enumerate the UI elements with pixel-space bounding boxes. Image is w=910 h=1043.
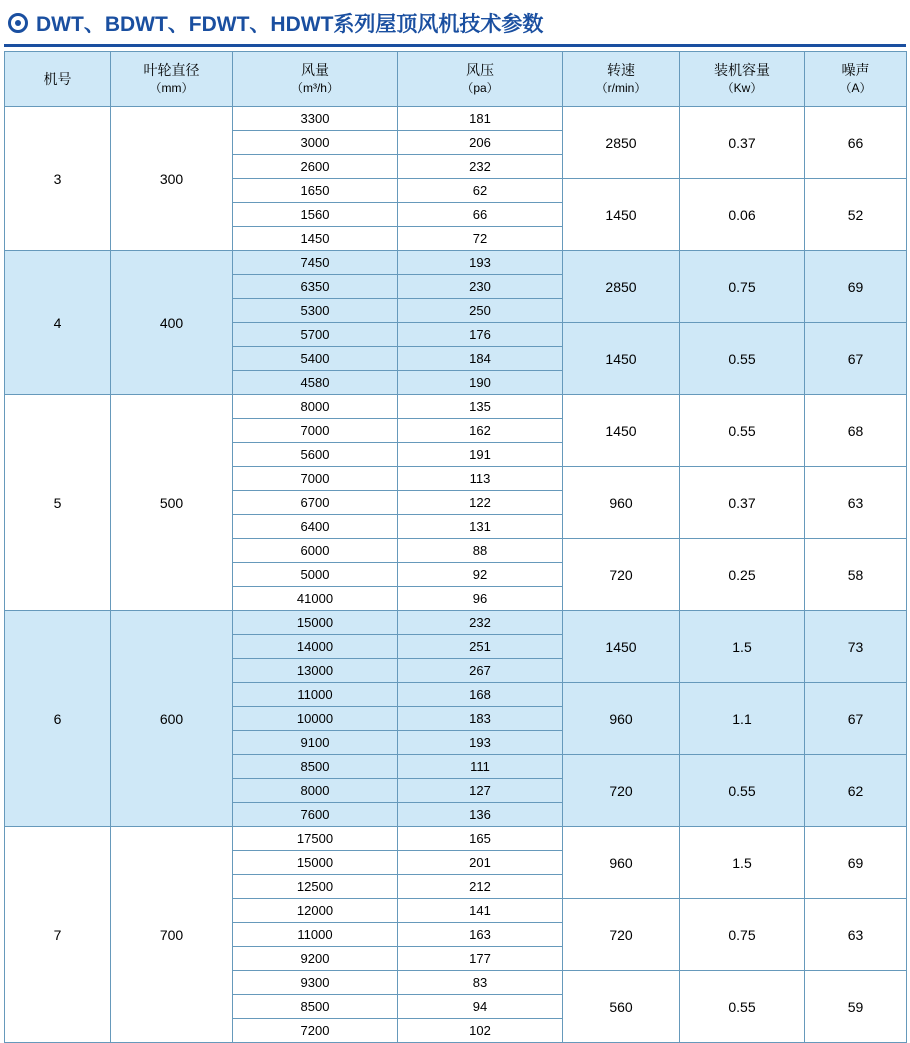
column-header-diameter-unit: （mm） [149, 81, 194, 96]
title-divider [4, 44, 906, 47]
cell-flow: 8500 [233, 755, 398, 779]
cell-flow: 11000 [233, 923, 398, 947]
column-header-flow [233, 52, 398, 107]
cell-flow: 12500 [233, 875, 398, 899]
cell-pressure: 135 [398, 395, 563, 419]
cell-noise: 69 [805, 251, 907, 323]
cell-speed: 720 [563, 539, 680, 611]
cell-diameter: 500 [111, 395, 233, 611]
cell-speed: 960 [563, 467, 680, 539]
cell-flow: 1450 [233, 227, 398, 251]
cell-noise: 66 [805, 107, 907, 179]
cell-flow: 7600 [233, 803, 398, 827]
cell-noise: 67 [805, 683, 907, 755]
cell-pressure: 251 [398, 635, 563, 659]
cell-pressure: 131 [398, 515, 563, 539]
cell-pressure: 183 [398, 707, 563, 731]
cell-flow: 9200 [233, 947, 398, 971]
column-header-pressure-label: 风压 [466, 62, 494, 79]
cell-pressure: 83 [398, 971, 563, 995]
cell-power: 1.1 [680, 683, 805, 755]
cell-flow: 7000 [233, 467, 398, 491]
cell-speed: 960 [563, 827, 680, 899]
cell-flow: 7000 [233, 419, 398, 443]
cell-flow: 1560 [233, 203, 398, 227]
cell-pressure: 232 [398, 155, 563, 179]
cell-flow: 41000 [233, 587, 398, 611]
cell-flow: 15000 [233, 851, 398, 875]
cell-diameter: 700 [111, 827, 233, 1043]
cell-pressure: 113 [398, 467, 563, 491]
target-circle-icon [8, 13, 28, 33]
cell-pressure: 136 [398, 803, 563, 827]
cell-pressure: 206 [398, 131, 563, 155]
cell-flow: 13000 [233, 659, 398, 683]
cell-flow: 9100 [233, 731, 398, 755]
cell-pressure: 230 [398, 275, 563, 299]
table-row [5, 827, 907, 851]
cell-pressure: 122 [398, 491, 563, 515]
cell-flow: 5400 [233, 347, 398, 371]
cell-pressure: 168 [398, 683, 563, 707]
cell-flow: 8500 [233, 995, 398, 1019]
page-title [0, 0, 910, 44]
cell-speed: 1450 [563, 179, 680, 251]
cell-pressure: 162 [398, 419, 563, 443]
column-header-noise-unit: （A） [839, 81, 872, 96]
column-header-power-label: 装机容量 [714, 62, 770, 79]
cell-speed: 960 [563, 683, 680, 755]
cell-model: 4 [5, 251, 111, 395]
cell-power: 0.55 [680, 395, 805, 467]
cell-power: 0.55 [680, 323, 805, 395]
cell-speed: 1450 [563, 611, 680, 683]
column-header-model [5, 52, 111, 107]
cell-pressure: 212 [398, 875, 563, 899]
cell-pressure: 72 [398, 227, 563, 251]
page-title-text: DWT、BDWT、FDWT、HDWT系列屋顶风机技术参数 [36, 13, 544, 36]
cell-flow: 7200 [233, 1019, 398, 1043]
cell-flow: 1650 [233, 179, 398, 203]
cell-flow: 10000 [233, 707, 398, 731]
cell-pressure: 88 [398, 539, 563, 563]
cell-flow: 5600 [233, 443, 398, 467]
cell-power: 0.06 [680, 179, 805, 251]
table-row [5, 611, 907, 635]
cell-diameter: 600 [111, 611, 233, 827]
cell-pressure: 193 [398, 251, 563, 275]
cell-model: 3 [5, 107, 111, 251]
column-header-power [680, 52, 805, 107]
table-header [5, 52, 907, 107]
cell-pressure: 193 [398, 731, 563, 755]
cell-pressure: 96 [398, 587, 563, 611]
cell-speed: 720 [563, 899, 680, 971]
column-header-noise-label: 噪声 [841, 62, 870, 79]
column-header-flow-unit: （m³/h） [290, 81, 339, 96]
cell-speed: 1450 [563, 395, 680, 467]
cell-flow: 4580 [233, 371, 398, 395]
cell-flow: 11000 [233, 683, 398, 707]
cell-flow: 15000 [233, 611, 398, 635]
cell-flow: 7450 [233, 251, 398, 275]
table-header-row [5, 52, 907, 107]
cell-model: 6 [5, 611, 111, 827]
column-header-speed [563, 52, 680, 107]
cell-diameter: 300 [111, 107, 233, 251]
column-header-pressure [398, 52, 563, 107]
cell-flow: 8000 [233, 395, 398, 419]
column-header-pressure-unit: （pa） [461, 81, 499, 96]
cell-power: 0.37 [680, 467, 805, 539]
cell-pressure: 250 [398, 299, 563, 323]
cell-noise: 69 [805, 827, 907, 899]
cell-noise: 62 [805, 755, 907, 827]
cell-flow: 2600 [233, 155, 398, 179]
cell-model: 5 [5, 395, 111, 611]
cell-speed: 560 [563, 971, 680, 1043]
cell-power: 0.37 [680, 107, 805, 179]
cell-power: 1.5 [680, 827, 805, 899]
cell-speed: 2850 [563, 251, 680, 323]
table-row [5, 395, 907, 419]
cell-flow: 14000 [233, 635, 398, 659]
cell-pressure: 181 [398, 107, 563, 131]
cell-pressure: 62 [398, 179, 563, 203]
cell-pressure: 184 [398, 347, 563, 371]
cell-power: 0.55 [680, 971, 805, 1043]
table-row [5, 251, 907, 275]
cell-pressure: 163 [398, 923, 563, 947]
cell-pressure: 267 [398, 659, 563, 683]
column-header-speed-label: 转速 [607, 62, 635, 79]
cell-flow: 3000 [233, 131, 398, 155]
column-header-speed-unit: （r/min） [595, 81, 647, 96]
cell-flow: 6000 [233, 539, 398, 563]
cell-flow: 3300 [233, 107, 398, 131]
cell-power: 0.55 [680, 755, 805, 827]
cell-pressure: 127 [398, 779, 563, 803]
cell-flow: 9300 [233, 971, 398, 995]
cell-power: 1.5 [680, 611, 805, 683]
cell-pressure: 102 [398, 1019, 563, 1043]
cell-pressure: 190 [398, 371, 563, 395]
column-header-noise [805, 52, 907, 107]
cell-noise: 52 [805, 179, 907, 251]
cell-pressure: 201 [398, 851, 563, 875]
cell-power: 0.25 [680, 539, 805, 611]
cell-pressure: 141 [398, 899, 563, 923]
column-header-diameter [111, 52, 233, 107]
table-body [5, 107, 907, 1043]
cell-speed: 2850 [563, 107, 680, 179]
cell-flow: 5700 [233, 323, 398, 347]
cell-model: 7 [5, 827, 111, 1043]
cell-flow: 12000 [233, 899, 398, 923]
cell-flow: 5300 [233, 299, 398, 323]
cell-flow: 5000 [233, 563, 398, 587]
cell-pressure: 191 [398, 443, 563, 467]
cell-noise: 58 [805, 539, 907, 611]
cell-flow: 6700 [233, 491, 398, 515]
cell-flow: 6350 [233, 275, 398, 299]
cell-power: 0.75 [680, 251, 805, 323]
cell-diameter: 400 [111, 251, 233, 395]
cell-pressure: 66 [398, 203, 563, 227]
cell-noise: 73 [805, 611, 907, 683]
cell-noise: 68 [805, 395, 907, 467]
cell-pressure: 176 [398, 323, 563, 347]
cell-pressure: 177 [398, 947, 563, 971]
fan-spec-table [4, 51, 907, 1043]
cell-pressure: 111 [398, 755, 563, 779]
cell-power: 0.75 [680, 899, 805, 971]
column-header-model-label: 机号 [43, 70, 72, 87]
cell-flow: 17500 [233, 827, 398, 851]
column-header-flow-label: 风量 [301, 62, 329, 79]
cell-noise: 63 [805, 899, 907, 971]
cell-pressure: 94 [398, 995, 563, 1019]
cell-speed: 720 [563, 755, 680, 827]
cell-noise: 59 [805, 971, 907, 1043]
cell-noise: 67 [805, 323, 907, 395]
cell-pressure: 232 [398, 611, 563, 635]
cell-speed: 1450 [563, 323, 680, 395]
cell-pressure: 165 [398, 827, 563, 851]
cell-noise: 63 [805, 467, 907, 539]
cell-pressure: 92 [398, 563, 563, 587]
cell-flow: 8000 [233, 779, 398, 803]
cell-flow: 6400 [233, 515, 398, 539]
table-row [5, 107, 907, 131]
column-header-power-unit: （Kw） [721, 81, 763, 96]
column-header-diameter-label: 叶轮直径 [143, 62, 200, 79]
